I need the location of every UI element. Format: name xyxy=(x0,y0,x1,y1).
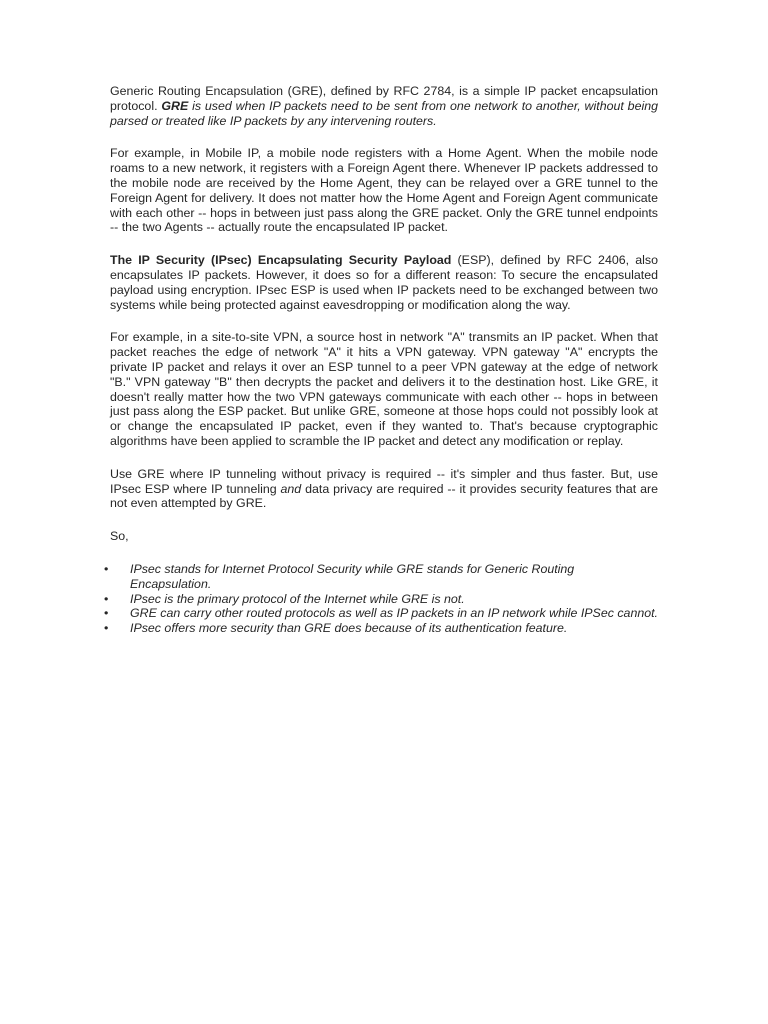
bullet-icon: • xyxy=(104,606,109,621)
paragraph-gre-definition xyxy=(110,84,658,128)
list-item-text: IPsec stands for Internet Protocol Security while GRE stands for Generic Routing Encapsulation. xyxy=(130,561,575,591)
paragraph-so: So, xyxy=(110,529,129,544)
bullet-icon: • xyxy=(104,621,109,636)
list-item xyxy=(104,621,658,636)
paragraph-mobile-ip-example: For example, in Mobile IP, a mobile node registers with a Home Agent. When the mobile node roams to a new network, it registers with a Foreign Agent there. Whenever IP packets addressed to the mobile node are received by the Home Agent, they can be relayed over a GRE tunnel to the Foreign Agent for delivery. It does not matter how the Home Agent and Foreign Agent communicate with each other -- hops in between just pass along the GRE packet. Only the GRE tunnel endpoints -- the two Agents -- actually route the encapsulated IP packet. xyxy=(110,146,658,235)
list-item-text: IPsec is the primary protocol of the Internet while GRE is not. xyxy=(130,591,465,606)
list-item-text: GRE can carry other routed protocols as well as IP packets in an IP network while IPSec cannot. xyxy=(130,606,658,621)
list-item xyxy=(104,591,658,607)
document-body xyxy=(104,84,658,636)
recommendation-text-b: data privacy are required -- it provides security features that are not even attempted by GRE. xyxy=(110,481,658,511)
ipsec-esp-text: (ESP), defined by RFC 2406, also encapsulates IP packets. However, it does so for a different reason: To secure the encapsulated payload using encryption. IPsec ESP is used when IP packets need to be exchanged between two systems while being protected against eavesdropping or modification along the way. xyxy=(110,253,658,312)
list-item xyxy=(104,606,658,621)
summary-list xyxy=(104,561,658,636)
list-item xyxy=(104,561,658,592)
gre-intro-text: Generic Routing Encapsulation (GRE), defined by RFC 2784, is a simple IP packet encapsulation protocol. xyxy=(110,84,658,113)
paragraph-ipsec-definition xyxy=(110,253,658,312)
gre-usage-text: is used when IP packets need to be sent from one network to another, without being parsed or treated like IP packets by any intervening routers. xyxy=(110,98,658,128)
recommendation-text-a: Use GRE where IP tunneling without privacy is required -- it's simpler and thus faster. But, use IPsec ESP where IP tunneling xyxy=(110,466,658,496)
ipsec-esp-term: The IP Security (IPsec) Encapsulating Security Payload xyxy=(110,253,452,268)
list-item-text: IPsec offers more security than GRE does because of its authentication feature. xyxy=(130,621,568,636)
recommendation-emphasis: and xyxy=(280,481,302,496)
bullet-icon: • xyxy=(104,591,109,606)
bullet-icon: • xyxy=(104,561,109,576)
paragraph-recommendation xyxy=(110,467,658,511)
gre-term: GRE xyxy=(161,98,189,113)
paragraph-vpn-example: For example, in a site-to-site VPN, a source host in network "A" transmits an IP packet. When that packet reaches the edge of network "A" it hits a VPN gateway. VPN gateway "A" encrypts the private IP packet and relays it over an ESP tunnel to a peer VPN gateway at the edge of network "B." VPN gateway "B" then decrypts the packet and delivers it to the destination host. Like GRE, it doesn't really matter how the two VPN gateways communicate with each other -- hops in between just pass along the ESP packet. But unlike GRE, someone at those hops could not possibly look at or change the encapsulated IP packet, even if they wanted to. That's because cryptographic algorithms have been applied to scramble the IP packet and detect any modification or replay. xyxy=(110,330,658,448)
